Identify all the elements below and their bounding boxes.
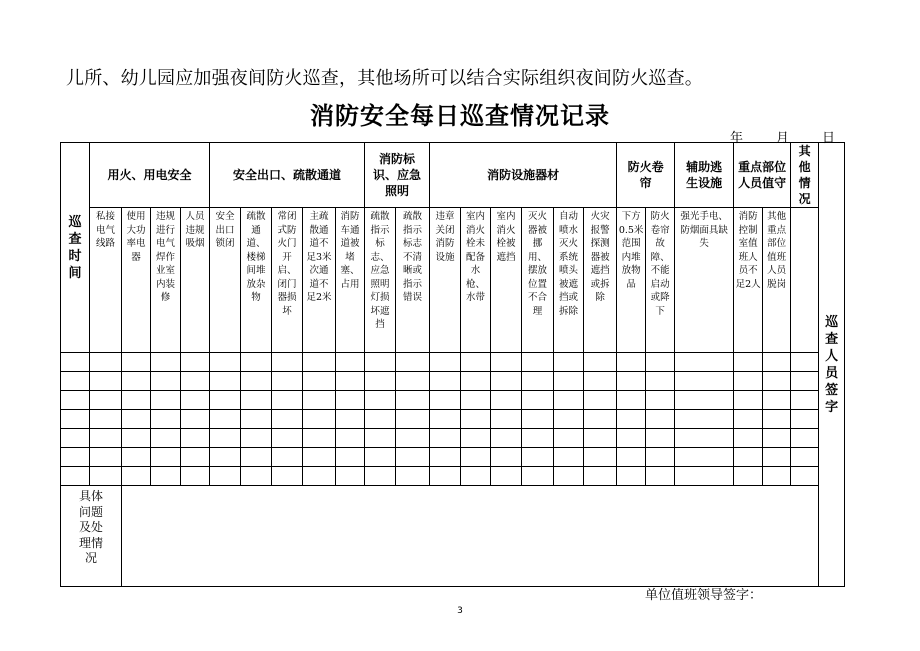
item-cell: 自动喷水灭火系统喷头被遮挡或拆除 [554,208,584,353]
record-row [61,353,845,372]
problem-row [61,486,845,587]
record-row [61,391,845,410]
date-day-label: 日 [822,131,836,146]
item-cell: 私接电气线路 [90,208,122,353]
record-row [61,410,845,429]
problem-content-cell[interactable] [122,486,819,587]
page-number: 3 [457,606,463,616]
intro-text: 儿所、幼儿园应加强夜间防火巡查，其他场所可以结合实际组织夜间防火巡查。 [66,68,703,89]
item-cell: 使用大功率电器 [122,208,151,353]
problem-label-cell: 具体问题及处理情况 [61,486,122,587]
category-facilities: 消防设施器材 [430,143,617,208]
date-year-label: 年 [730,131,744,146]
item-cell: 消防控制室值班人员不足2人 [734,208,763,353]
item-cell: 人员违规吸烟 [181,208,210,353]
item-cell: 消防车通道被堵塞、占用 [336,208,365,353]
leader-signature-label: 单位值班领导签字： [645,588,763,603]
category-signs: 消防标识、应急照明 [365,143,430,208]
category-shutter: 防火卷帘 [617,143,675,208]
category-exits: 安全出口、疏散通道 [210,143,365,208]
item-cell: 灭火器被挪用、摆放位置不合理 [522,208,554,353]
item-cell: 室内消火栓未配备水枪、水带 [461,208,491,353]
date-month-label: 月 [776,131,790,146]
record-row [61,429,845,448]
item-header-row [61,208,845,353]
item-cell: 疏散通道、楼梯间堆放杂物 [241,208,272,353]
signature-header-cell: 巡查人员签字 [819,143,845,587]
record-row [61,448,845,467]
time-header-cell: 巡查时间 [61,143,90,353]
item-cell: 下方0.5米范围内堆放物品 [617,208,646,353]
page-title: 消防安全每日巡查情况记录 [310,102,610,130]
item-cell: 主疏散通道不足3米次通道不足2米 [303,208,336,353]
item-cell: 强光手电、防烟面具缺失 [675,208,734,353]
category-key-staff: 重点部位人员值守 [734,143,791,208]
item-cell: 违规进行电气焊作业室内装修 [151,208,181,353]
item-cell: 火灾报警探测器被遮挡或拆除 [584,208,617,353]
record-row [61,372,845,391]
record-row [61,467,845,486]
item-cell-empty [791,208,819,353]
item-cell: 疏散指示标志不清晰或指示错误 [396,208,430,353]
item-cell: 违章关闭消防设施 [430,208,461,353]
category-escape: 辅助逃生设施 [675,143,734,208]
item-cell: 疏散指示标志、应急照明灯损坏遮挡 [365,208,396,353]
item-cell: 其他重点部位值班人员脱岗 [763,208,791,353]
item-cell: 室内消火栓被遮挡 [491,208,522,353]
category-other: 其他情况 [791,143,819,208]
inspection-record-table [60,142,845,587]
category-fire-electric: 用火、用电安全 [90,143,210,208]
item-cell: 防火卷帘故障、不能启动或降下 [646,208,675,353]
item-cell: 常闭式防火门开启、闭门器损坏 [272,208,303,353]
category-header-row [61,143,845,208]
item-cell: 安全出口锁闭 [210,208,241,353]
